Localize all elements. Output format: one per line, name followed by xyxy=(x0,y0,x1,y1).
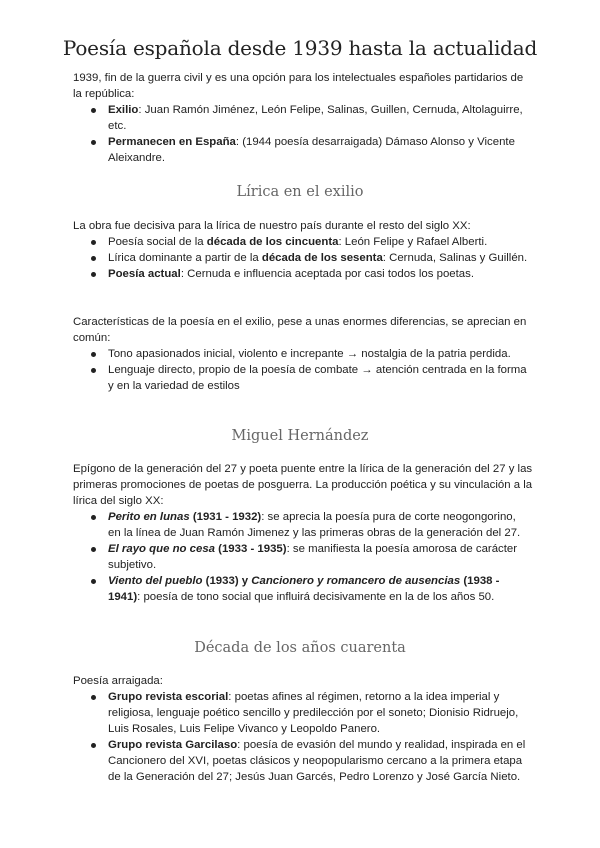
hernandez-list xyxy=(108,509,528,605)
exilio-list-1 xyxy=(108,234,528,282)
list-item: Poesía actual: Cernuda e influencia aceptada por casi todos los poetas. xyxy=(108,266,528,282)
list-item: Exilio: Juan Ramón Jiménez, León Felipe, Salinas, Guillen, Cernuda, Altolaguirre, etc. xyxy=(108,102,528,134)
intro-paragraph: 1939, fin de la guerra civil y es una opción para los intelectuales españoles partidarios de la república: xyxy=(73,72,524,100)
list-item: Grupo revista Garcilaso: poesía de evasión del mundo y realidad, inspirada en el Cancionero del XVI, poetas clásicos y neopopularismo cercano a la primera etapa de la Generación del 27; Jesús Juan Garcés, Pedro Lorenzo y José García Nieto. xyxy=(108,737,528,785)
exilio-paragraph-1: La obra fue decisiva para la lírica de nuestro país durante el resto del siglo XX: xyxy=(73,220,471,232)
list-item: Tono apasionados inicial, violento e increpante → nostalgia de la patria perdida. xyxy=(108,346,528,362)
list-item: Perito en lunas (1931 - 1932): se aprecia la poesía pura de corte neogongorino, en la línea de Juan Ramón Jimenez y las primeras obras de la generación del 27. xyxy=(108,509,528,541)
list-item: Lenguaje directo, propio de la poesía de combate → atención centrada en la forma y en la variedad de estilos xyxy=(108,364,527,392)
section-heading-exilio: Lírica en el exilio xyxy=(236,184,364,200)
list-item: Grupo revista escorial: poetas afines al régimen, retorno a la idea imperial y religiosa, lenguaje poético sencillo y predilección por el soneto; Dionisio Ridruejo, Luis Rosales, Luis Felipe Vivanco y Leopoldo Panero. xyxy=(108,689,528,737)
cuarenta-list xyxy=(108,689,528,785)
list-item: El rayo que no cesa (1933 - 1935): se manifiesta la poesía amorosa de carácter subjetivo. xyxy=(108,541,528,573)
section-heading-cuarenta: Década de los años cuarenta xyxy=(194,640,406,656)
exilio-list-2 xyxy=(108,346,528,394)
exilio-paragraph-2: Características de la poesía en el exilio, pese a unas enormes diferencias, se aprecian en común: xyxy=(73,316,527,344)
intro-list xyxy=(108,102,528,166)
list-item: Poesía social de la década de los cincuenta: León Felipe y Rafael Alberti. xyxy=(108,234,528,250)
section-heading-hernandez: Miguel Hernández xyxy=(231,428,369,444)
list-item: Lírica dominante a partir de la década de los sesenta: Cernuda, Salinas y Guillén. xyxy=(108,252,528,264)
hernandez-paragraph: Epígono de la generación del 27 y poeta puente entre la lírica de la generación del 27 y las primeras promociones de poetas de posguerra. La producción poética y su vinculación a la lírica del siglo XX: xyxy=(73,463,533,507)
page-title: Poesía española desde 1939 hasta la actualidad xyxy=(62,36,538,60)
cuarenta-paragraph: Poesía arraigada: xyxy=(73,675,163,687)
list-item: Permanecen en España: (1944 poesía desarraigada) Dámaso Alonso y Vicente Aleixandre. xyxy=(108,134,528,166)
list-item: Viento del pueblo (1933) y Cancionero y romancero de ausencias (1938 - 1941): poesía de tono social que influirá decisivamente en la de los años 50. xyxy=(108,573,528,605)
